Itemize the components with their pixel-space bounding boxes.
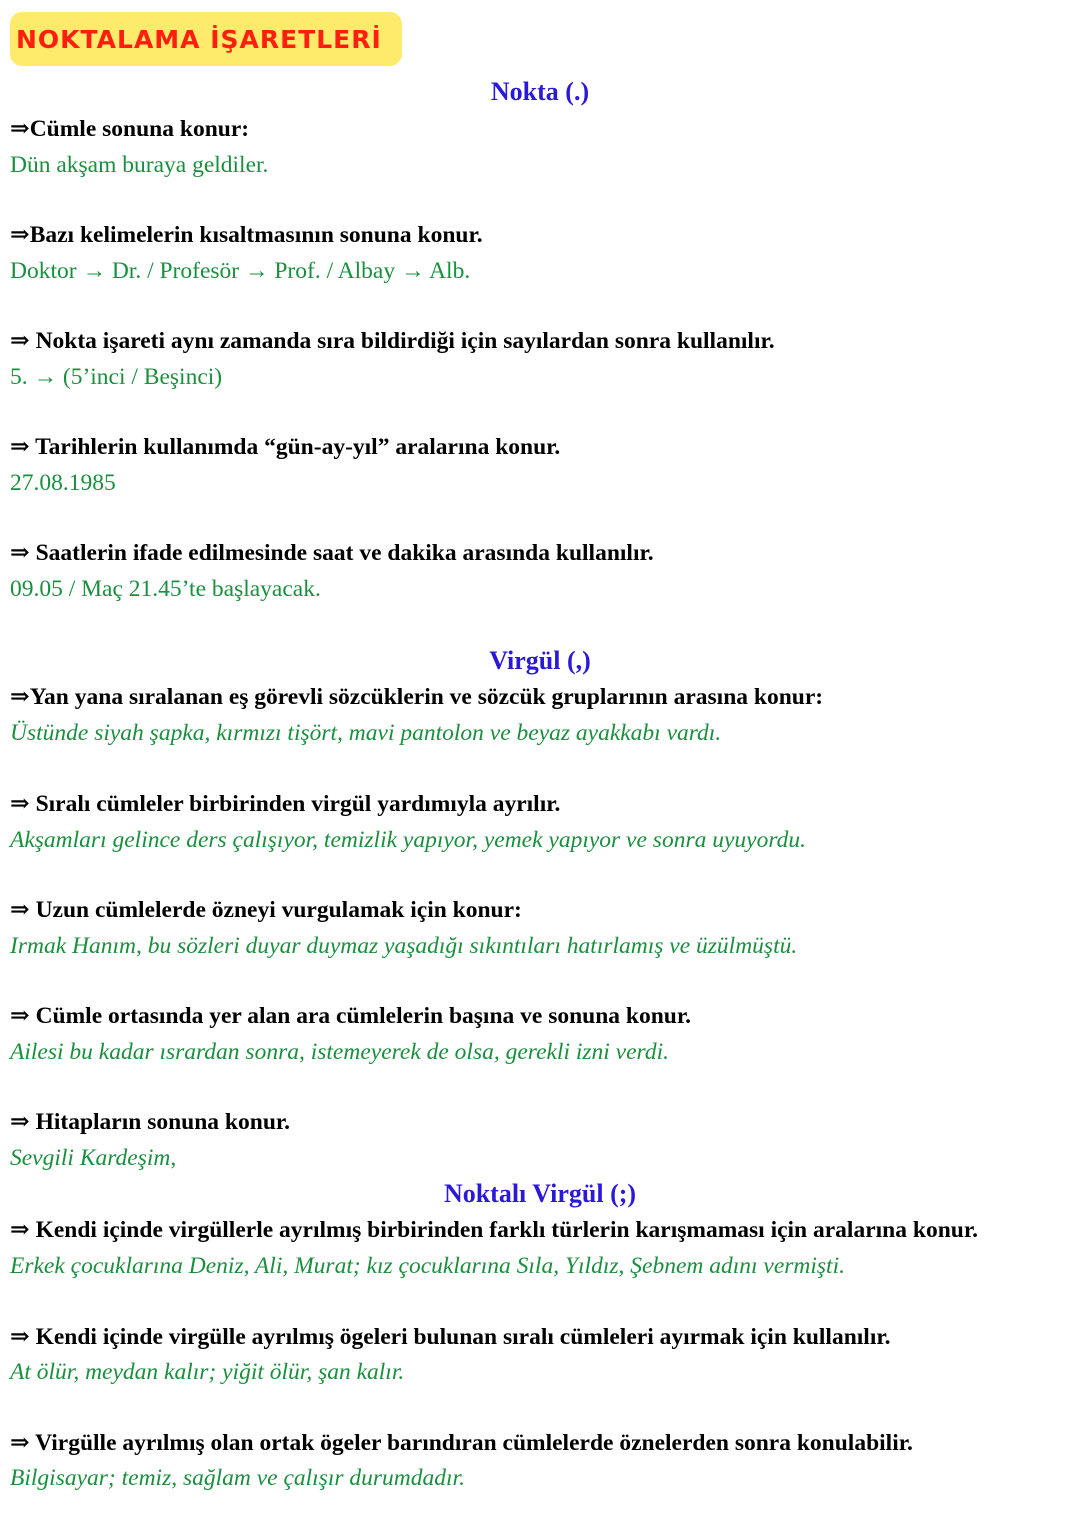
section-heading-virgul: Virgül (,)	[489, 646, 591, 675]
example-text: Ailesi bu kadar ısrardan sonra, istemeyerek de olsa, gerekli izni verdi.	[10, 1039, 669, 1065]
example-text: 27.08.1985	[10, 470, 116, 496]
rule-text: ⇒ Virgülle ayrılmış olan ortak ögeler barındıran cümlelerde öznelerden sonra konulabilir.	[10, 1430, 913, 1456]
rule-text: ⇒ Uzun cümlelerde özneyi vurgulamak için konur:	[10, 897, 522, 923]
example-text: Sevgili Kardeşim,	[10, 1145, 177, 1171]
example-text: Akşamları gelince ders çalışıyor, temizlik yapıyor, yemek yapıyor ve sonra uyuyordu.	[10, 827, 806, 853]
example-text: Bilgisayar; temiz, sağlam ve çalışır durumdadır.	[10, 1465, 465, 1491]
rule-text: ⇒Bazı kelimelerin kısaltmasının sonuna konur.	[10, 222, 483, 248]
rule-text: ⇒ Kendi içinde virgüllerle ayrılmış birbirinden farklı türlerin karışmaması için aralarına konur.	[10, 1217, 978, 1243]
section-heading-nokta: Nokta (.)	[490, 77, 590, 106]
example-text: Erkek çocuklarına Deniz, Ali, Murat; kız çocuklarına Sıla, Yıldız, Şebnem adını vermişti.	[10, 1253, 845, 1279]
rule-text: ⇒ Tarihlerin kullanımda “gün-ay-yıl” aralarına konur.	[10, 434, 561, 460]
rule-text: ⇒ Nokta işareti aynı zamanda sıra bildirdiği için sayılardan sonra kullanılır.	[10, 328, 775, 354]
section-heading-noktali-virgul: Noktalı Virgül (;)	[443, 1179, 637, 1208]
rule-text: ⇒ Kendi içinde virgülle ayrılmış ögeleri bulunan sıralı cümleleri ayırmak için kullanılır.	[10, 1324, 891, 1350]
page-title-badge	[10, 12, 402, 66]
example-text: Doktor → Dr. / Profesör → Prof. / Albay → Alb.	[10, 258, 471, 284]
rule-text: ⇒ Saatlerin ifade edilmesinde saat ve dakika arasında kullanılır.	[10, 540, 654, 566]
rule-text: ⇒ Hitapların sonuna konur.	[10, 1109, 291, 1135]
rule-text: ⇒ Cümle ortasında yer alan ara cümlelerin başına ve sonuna konur.	[10, 1003, 692, 1029]
example-text: At ölür, meydan kalır; yiğit ölür, şan kalır.	[10, 1359, 405, 1385]
example-text: 09.05 / Maç 21.45’te başlayacak.	[10, 576, 321, 602]
rule-text: ⇒Cümle sonuna konur:	[10, 116, 250, 142]
rule-text: ⇒ Sıralı cümleler birbirinden virgül yardımıyla ayrılır.	[10, 791, 561, 817]
example-text: Dün akşam buraya geldiler.	[10, 152, 269, 178]
example-text: 5. → (5’inci / Beşinci)	[10, 364, 223, 390]
page-title: NOKTALAMA İŞARETLERİ	[16, 24, 382, 54]
example-text: Irmak Hanım, bu sözleri duyar duymaz yaşadığı sıkıntıları hatırlamış ve üzülmüştü.	[10, 933, 798, 959]
example-text: Üstünde siyah şapka, kırmızı tişört, mavi pantolon ve beyaz ayakkabı vardı.	[10, 720, 722, 746]
rule-text: ⇒Yan yana sıralanan eş görevli sözcüklerin ve sözcük gruplarının arasına konur:	[10, 684, 824, 710]
